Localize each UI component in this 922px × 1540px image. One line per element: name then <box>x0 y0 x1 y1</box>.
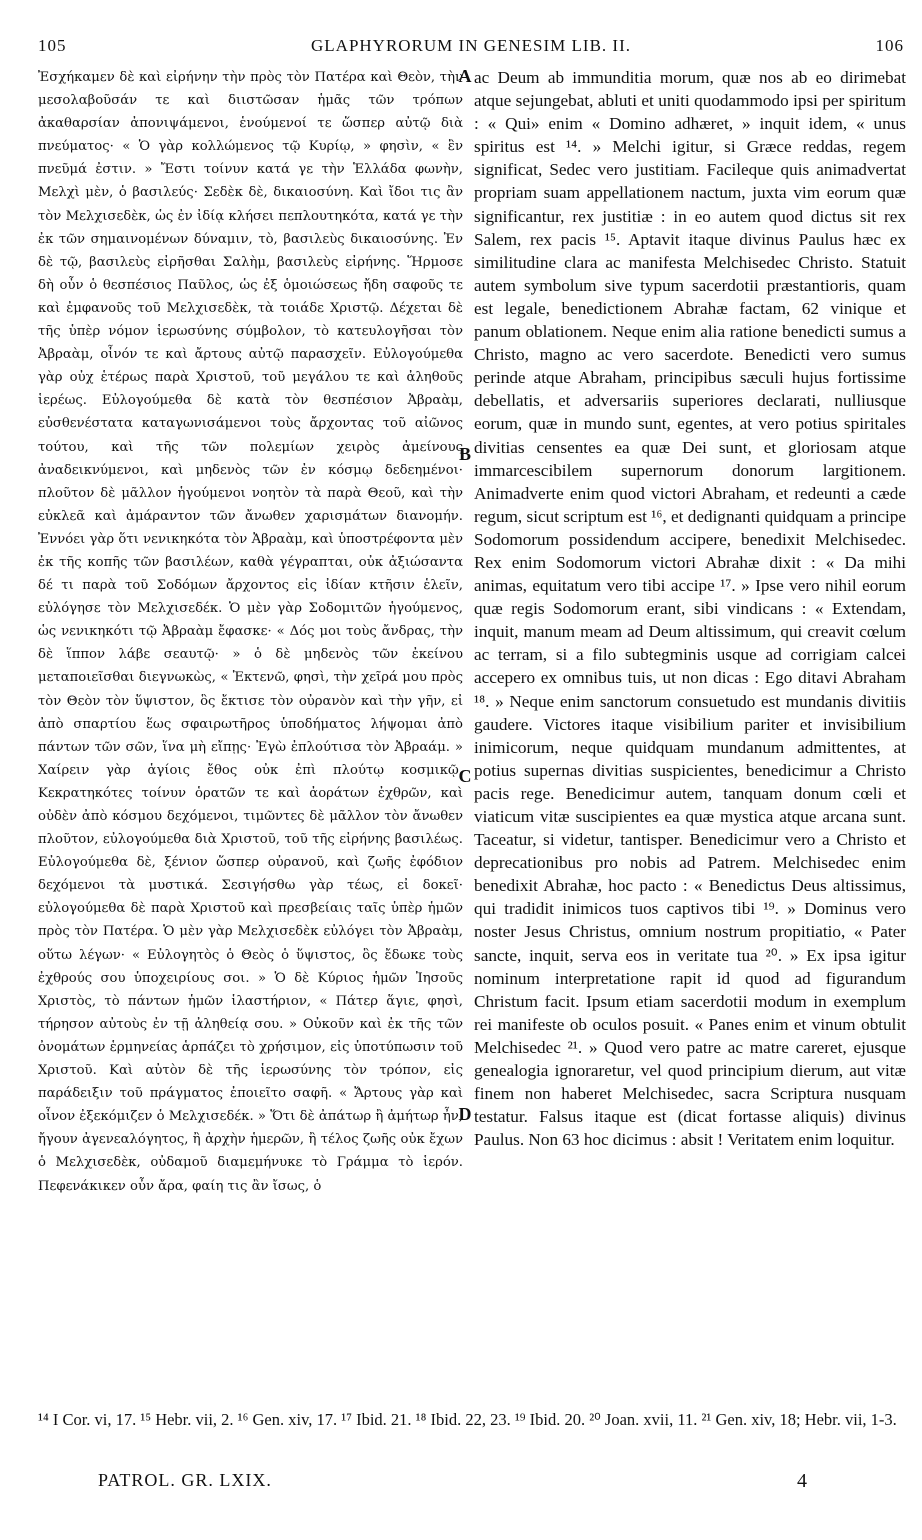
margin-marker-a: A <box>458 66 472 86</box>
margin-marker-c: C <box>458 766 472 786</box>
running-title: GLAPHYRORUM IN GENESIM LIB. II. <box>311 36 631 55</box>
page-number-left: 105 <box>38 36 67 55</box>
page-number-right: 106 <box>875 36 904 55</box>
margin-marker-b: B <box>458 444 471 464</box>
greek-text: Ἐσχήκαμεν δὲ καὶ εἰρήνην τὴν πρὸς τὸν Πατέρα καὶ Θεὸν, τὴν μεσολαβοῦσάν τε καὶ διιστῶσαν ἡμᾶς τῶν τρόπων ἀκαθαρσίαν ἀπονιψάμενοι, ἑνούμενοί τε ὥσπερ αὐτῷ διὰ πνεύματος· « Ὁ γὰρ κολλώμενος τῷ Κυρίῳ, » φησὶν, « ἓν πνεῦμά ἐστιν. » Ἔστι τοίνυν κατά γε τὴν Ἑλλάδα φωνὴν, Μελχὶ μὲν, ὁ βασιλεύς· Σεδὲκ δὲ, δικαιοσύνη. Καὶ ἴδοι τις ἂν τὸν Μελχισεδὲκ, ὡς ἐν ἰδίᾳ κλήσει πεπλουτηκότα, κατά γε τὴν ἐκ τῶν σημαινομένων δύναμιν, τὸ, βασιλεὺς δικαιοσύνης. Ἐν δὲ τῷ, βασιλεὺς εἰρῆσθαι Σαλὴμ, βασιλεὺς εἰρήνης. Ἥρμοσε δὴ οὖν ὁ θεσπέσιος Παῦλος, ὡς ἐξ ὁμοιώσεως ἤδη σαφοῦς τε καὶ ἐμφανοῦς τοῦ Μελχισεδὲκ, τὰ τοιάδε Χριστῷ. Δέχεται δὲ τῆς ὑπὲρ νόμον ἱερωσύνης σύμβολον, τὸ κατευλογῆσαι τὸν Ἀβραὰμ, οἶνόν τε καὶ ἄρτους αὐτῷ παρασχεῖν. Εὐλογούμεθα γὰρ οὐχ ἑτέρως παρὰ Χριστοῦ, τοῦ μεγάλου τε καὶ ἀληθοῦς ἱερέως. Εὐλογούμεθα δὲ κατὰ τὸν θεσπέσιον Ἀβραὰμ, εὐσθενέστατα καταγωνισάμενοι τοὺς ἄρχοντας τοῦ αἰῶνος τούτου, καὶ τῆς τῶν πολεμίων χειρὸς ἀμείνους ἀναδεικνύμενοι, καὶ μηδενὸς τῶν ἐν κόσμῳ δεδεημένοι· πλοῦτον δὲ μᾶλλον ἡγούμενοι νοητὸν τὰ παρὰ Θεοῦ, καὶ τὴν εὐκλεᾶ καὶ ἀμάραντον τῶν ἄνωθεν χαρισμάτων διανομήν. Ἐννόει γὰρ ὅτι νενικηκότα τὸν Ἀβραὰμ, καὶ ὑποστρέφοντα μὲν ἐκ τῆς κοπῆς τῶν βασιλέων, καθὰ γέγραπται, οὐκ ἀξιώσαντα δέ τι παρὰ τοῦ Σοδόμων ἄρχοντος εἰς ἰδίαν κτῆσιν ἑλεῖν, εὐλόγησε τὸν Μελχισεδέκ. Ὁ μὲν γὰρ Σοδομιτῶν ἡγούμενος, ὡς νενικηκότι τῷ Ἀβραὰμ ἔφασκε· « Δός μοι τοὺς ἄνδρας, τὴν δὲ ἵππον λάβε σεαυτῷ· » ὁ δὲ μηδενὸς τῶν ἐκείνου μεταποιεῖσθαι διεγνωκὼς, « Ἐκτενῶ, φησὶ, τὴν χεῖρά μου πρὸς τὸν Θεὸν τὸν ὕψιστον, ὃς ἔκτισε τὸν οὐρανὸν καὶ τὴν γῆν, εἰ ἀπὸ σπαρτίου ἕως σφαιρωτῆρος ὑποδήματος λήψομαι ἀπὸ πάντων τῶν σῶν, ἵνα μὴ εἴπῃς· Ἐγὼ ἐπλούτισα τὸν Ἀβραάμ. » Χαίρειν γὰρ ἁγίοις ἔθος οὐκ ἐπὶ πλούτῳ κοσμικῷ. Κεκρατηκότες τοίνυν ὁρατῶν τε καὶ ἀοράτων ἐχθρῶν, καὶ οὐδὲν ἀπὸ κόσμου δεχόμενοι, τιμῶντες δὲ μᾶλλον τὸν ἄνωθεν πλοῦτον, εὐλογούμεθα διὰ Χριστοῦ, τοῦ τῆς εἰρήνης βασιλέως. Εὐλογούμεθα δὲ, ξένιον ὥσπερ οὐρανοῦ, καὶ ζωῆς ἐφόδιον δεχόμενοι τὰ μυστικά. Σεσιγήσθω γὰρ τέως, εἰ δοκεῖ· εὐλογούμεθα δὲ παρὰ Χριστοῦ καὶ πρεσβείαις ταῖς ὑπὲρ ἡμῶν πρὸς τὸν Πατέρα. Ὁ μὲν γὰρ Μελχισεδὲκ εὐλόγει τὸν Ἀβραὰμ, οὕτω λέγων· « Εὐλογητὸς ὁ Θεὸς ὁ ὕψιστος, ὃς ἔδωκε τοὺς ἐχθρούς σου ὑποχειρίους σοι. » Ὁ δὲ Κύριος ἡμῶν Ἰησοῦς Χριστὸς, τὸ πάντων ἡμῶν ἱλαστήριον, « Πάτερ ἅγιε, φησὶ, τήρησον αὐτοὺς ἐν τῇ ἀληθείᾳ σου. » Οὐκοῦν καὶ ἐκ τῆς τῶν ὀνομάτων ἑρμηνείας ἁρπάζει τὸ χρήσιμον, εἰς ὑποτύπωσιν τοῦ Χριστοῦ. Καὶ αὐτὸν δὲ τῆς ἱερωσύνης τὸν τρόπον, εἰς παράδειξιν τοῦ πράγματος ἐποιεῖτο σαφῆ. « Ἄρτους γὰρ καὶ οἶνον ἐξεκόμιζεν ὁ Μελχισεδέκ. » Ὅτι δὲ ἀπάτωρ ἢ ἀμήτωρ ἦν, ἤγουν ἀγενεαλόγητος, ἢ ἀρχὴν ἡμερῶν, ἢ τέλος ζωῆς οὐκ ἔχων ὁ Μελχισεδὲκ, οὐδαμοῦ διαμεμήνυκε τὸ Γράμμα τὸ ἱερόν. Πεφενάκικεν οὖν ἄρα, φαίη τις ἂν ἴσως, ὁ <box>38 70 463 1194</box>
volume-signature: PATROL. GR. LXIX. <box>98 1470 272 1490</box>
sheet-number: 4 <box>797 1470 808 1492</box>
latin-text: ac Deum ab immunditia morum, quæ nos ab eo dirimebat atque sejungebat, abluti et uniti quodammodo ipsi per spiritum : « Qui» enim « Domino adhæret, » inquit idem, « unus spiritus est ¹⁴. » Melchi igitur, si Græce reddas, regem significat, Sedec vero justitiam. Facileque quis animadvertat propriam suam appellationem nactum, juxta vim eorum quæ significantur, rex justitiæ : in eo autem quod dictus sit rex Salem, rex pacis ¹⁵. Aptavit itaque divinus Paulus hæc ex similitudine clara ac manifesta Melchisedec Christo. Statuit autem symbolum sive typum sacerdotii præstantioris, quam est legale, benedictionem Abrahæ factam, 62 vinique et panum oblationem. Neque enim alia ratione benedicti sumus a Christo, magno ac vero sacerdote. Benedicti vero sumus perinde atque Abraham, principibus sæculi hujus fortissime debellatis, et adversariis superiores declarati, nulliusque eorum, quæ in mundo sunt, egentes, at vero potius spiritales divitias censentes ea quæ Dei sunt, et gloriosam atque immarcescibilem supernorum donorum largitionem. Animadverte enim quod victori Abraham, et redeunti a cæde regum, sicut scriptum est ¹⁶, et dedignanti quidquam a principe Sodomorum possidendum accipere, benedixit Melchisedec. Rex enim Sodomorum victori Abrahæ dixit : « Da mihi animas, equitatum vero tibi accipe ¹⁷. » Ipse vero nihil eorum quæ regis Sodomorum erant, sibi vindicans : « Extendam, inquit, manum meam ad Deum altissimum, qui creavit cœlum ac terram, si a filo subtegminis usque ad corrigiam calcei accepero ex omnibus tuis, ut non dicas : Ego ditavi Abraham ¹⁸. » Neque enim sanctorum consuetudo est mundanis divitiis gaudere. Victores itaque visibilium pariter et invisibilium inimicorum, neque quidquam mundanum admittentes, at potius supernas divitias suspicientes, benedicimur a Christo pacis rege. Benedicimur autem, tanquam donum cœli et viaticum vitæ suscipientes ea quæ mystica atque arcana sunt. Taceatur, si videtur, tantisper. Benedicimur vero a Christo et deprecationibus pro nobis ad Patrem. Melchisedec enim benedixit Abrahæ, hoc pacto : « Benedictus Deus altissimus, qui tradidit inimicos tuos captivos tibi ¹⁹. » Dominus vero noster Jesus Christus, omnium nostrum propitiatio, « Pater sancte, inquit, serva eos in veritate tua ²⁰. » Ex ipsa igitur nominum interpretatione rapit id quod ad figurandum Christum facit. Ipsum etiam sacerdotii modum in exemplum rei manifeste ob oculos posuit. « Panes enim et vinum obtulit Melchisedec ²¹. » Quod vero patre ac matre careret, ejusque genealogia ignoraretur, vel quod principium dierum, aut vitæ finem non haberet Melchisedec, sacra Scriptura nusquam testatur. Falsus itaque est (dicat fortasse aliquis) divinus Paulus. Non 63 hoc dicimus : absit ! Veritatem enim loquitur. <box>474 68 906 1150</box>
latin-column <box>474 66 906 1398</box>
running-header <box>38 36 904 58</box>
footnotes <box>38 1408 904 1431</box>
page-footer <box>38 1470 904 1494</box>
greek-column <box>38 66 463 1398</box>
footnote-text: ¹⁴ I Cor. vi, 17. ¹⁵ Hebr. vii, 2. ¹⁶ Gen. xiv, 17. ¹⁷ Ibid. 21. ¹⁸ Ibid. 22, 23. ¹⁹ Ibid. 20. ²⁰ Joan. xvii, 11. ²¹ Gen. xiv, 18; Hebr. vii, 1-3. <box>38 1410 897 1429</box>
margin-marker-d: D <box>458 1104 472 1124</box>
